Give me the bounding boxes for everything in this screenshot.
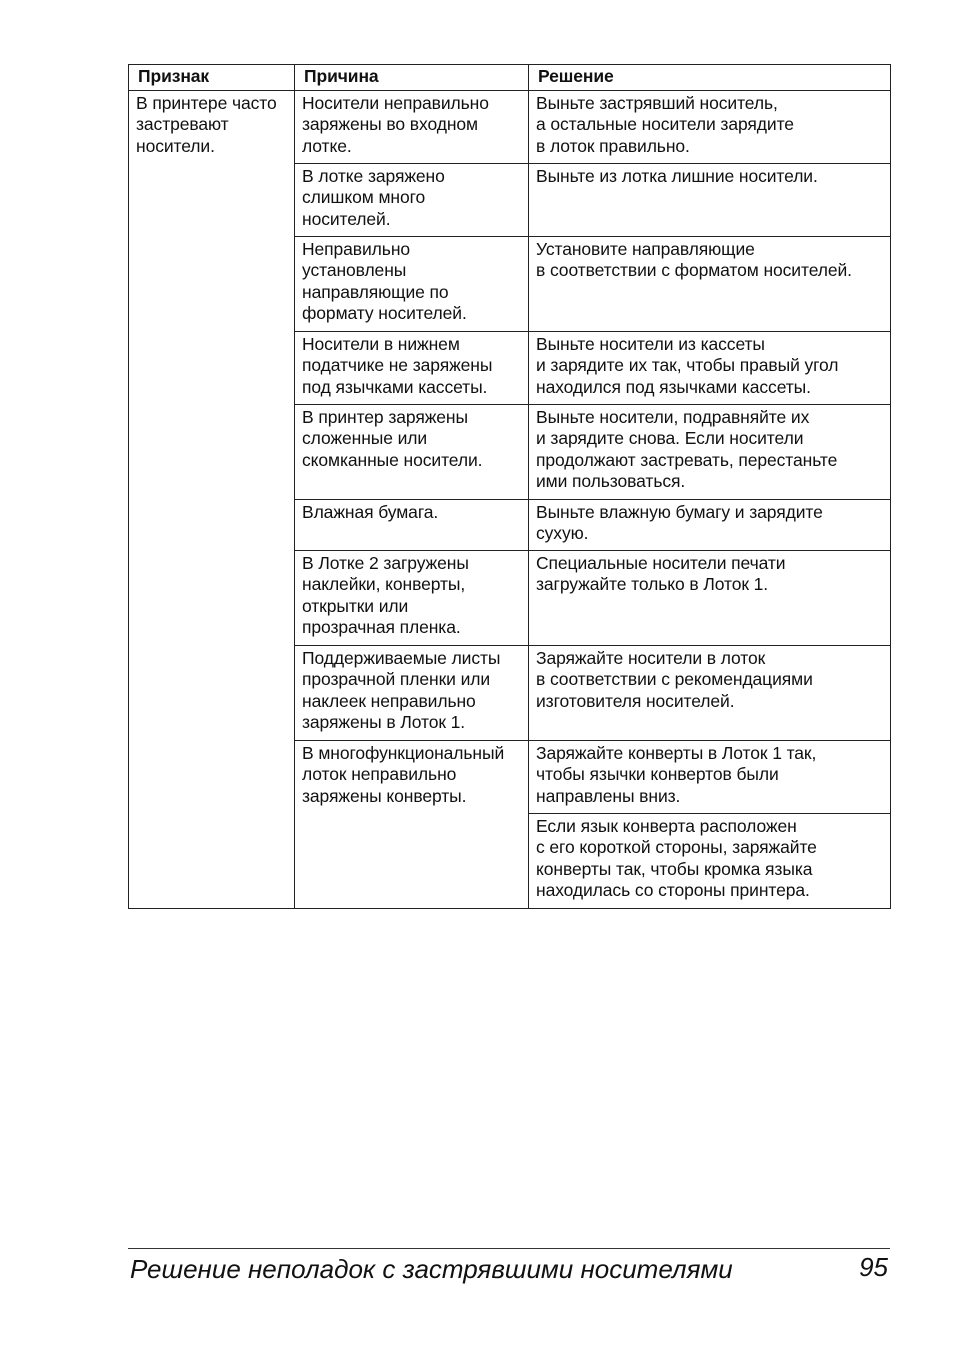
solution-cell (529, 740, 891, 813)
solution-cell (529, 645, 891, 740)
solution-cell (529, 550, 891, 645)
solution-cell (529, 163, 891, 236)
solution-cell (529, 331, 891, 404)
solution-text: Специальные носители печати загружайте только в Лоток 1. (536, 552, 786, 595)
solution-text: Выньте носители из кассеты и зарядите их так, чтобы правый угол находился под язычками кассеты. (536, 333, 839, 397)
header-cause: Причина (295, 65, 529, 91)
header-solution: Решение (529, 65, 891, 91)
solution-text: Установите направляющие в соответствии с форматом носителей. (536, 238, 852, 281)
cause-text: В Лотке 2 загружены наклейки, конверты, открытки или прозрачная пленка. (302, 552, 469, 638)
troubleshooting-table (128, 64, 891, 909)
table-header-row (129, 65, 891, 91)
symptom-cell (129, 90, 295, 908)
solution-text: Выньте из лотка лишние носители. (536, 165, 818, 186)
cause-text: Влажная бумага. (302, 501, 439, 522)
cause-cell (295, 499, 529, 550)
cause-cell (295, 404, 529, 499)
solution-text: Выньте влажную бумагу и зарядите сухую. (536, 501, 823, 544)
solution-cell (529, 404, 891, 499)
cause-text: В многофункциональный лоток неправильно заряжены конверты. (302, 742, 505, 806)
cause-cell (295, 550, 529, 645)
solution-text: Заряжайте носители в лоток в соответствии с рекомендациями изготовителя носителей. (536, 647, 813, 711)
symptom-text: В принтере часто застревают носители. (136, 92, 277, 156)
cause-cell (295, 90, 529, 163)
cause-text: Поддерживаемые листы прозрачной пленки или наклеек неправильно заряжены в Лоток 1. (302, 647, 501, 733)
footer-title: Решение неполадок с застрявшими носителями (130, 1254, 733, 1284)
solution-cell (529, 90, 891, 163)
solution-cell (529, 813, 891, 908)
solution-cell (529, 499, 891, 550)
cause-cell (295, 645, 529, 740)
cause-text: Неправильно установлены направляющие по формату носителей. (302, 238, 467, 324)
cause-cell (295, 331, 529, 404)
solution-text: Выньте носители, подравняйте их и зарядите снова. Если носители продолжают застревать, перестаньте ими пользоваться. (536, 406, 838, 492)
solution-text: Если язык конверта расположен с его короткой стороны, заряжайте конверты так, чтобы кромка языка находилась со стороны принтера. (536, 815, 817, 901)
cause-cell (295, 740, 529, 908)
cause-text: Носители неправильно заряжены во входном лотке. (302, 92, 489, 156)
cause-text: Носители в нижнем податчике не заряжены под язычками кассеты. (302, 333, 493, 397)
solution-cell (529, 236, 891, 331)
solution-text: Заряжайте конверты в Лоток 1 так, чтобы язычки конвертов были направлены вниз. (536, 742, 817, 806)
solution-text: Выньте застрявший носитель, а остальные носители зарядите в лоток правильно. (536, 92, 794, 156)
table-row (129, 90, 891, 163)
footer-divider (128, 1248, 890, 1249)
cause-text: В принтер заряжены сложенные или скомканные носители. (302, 406, 483, 470)
cause-cell (295, 236, 529, 331)
header-symptom: Признак (129, 65, 295, 91)
cause-cell (295, 163, 529, 236)
page-number: 95 (859, 1252, 888, 1282)
cause-text: В лотке заряжено слишком много носителей. (302, 165, 445, 229)
